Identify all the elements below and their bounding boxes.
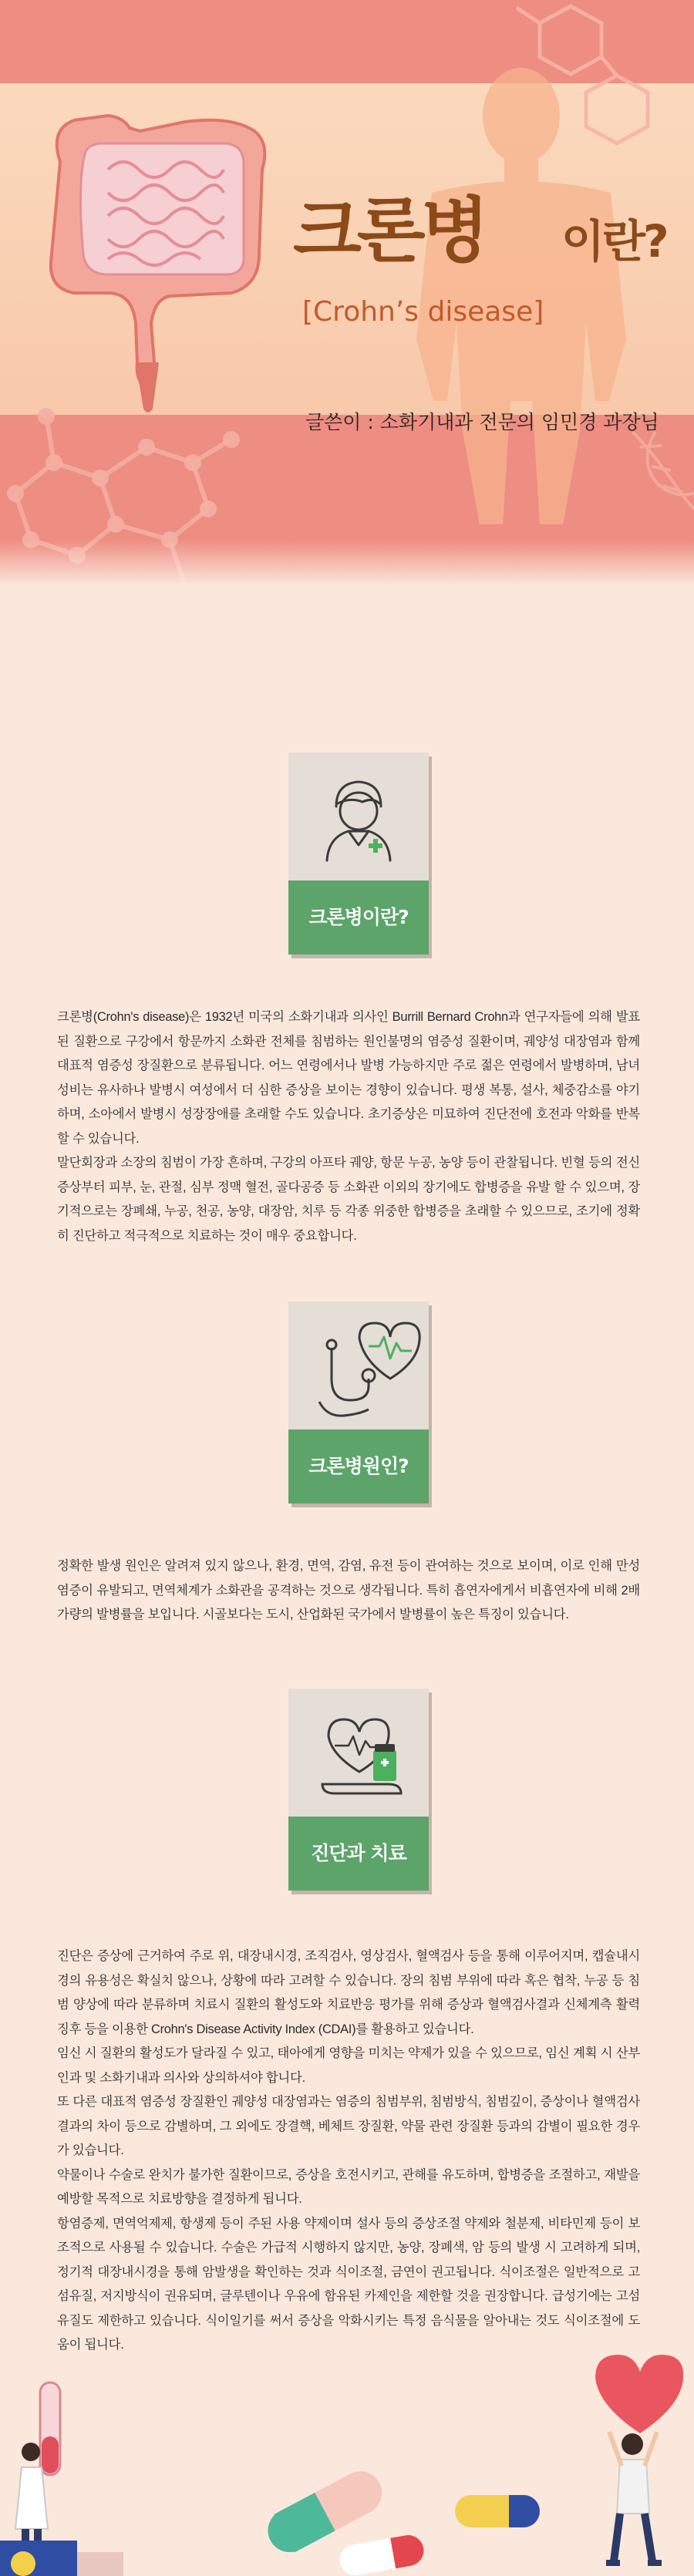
paragraph: 또 다른 대표적 염증성 장질환인 궤양성 대장염과는 염증의 침범부위, 침범방식, 침범깊이, 증상이나 혈액검사 결과의 차이 등으로 감별하며, 그 외에도 장결핵, 베체트 장질환, 약물 관련 장질환 등과의 감별이 필요한 경우가 있습니다. — [57, 2095, 640, 2157]
section-label: 진단과 치료 — [288, 1817, 429, 1891]
pill-icon-red — [337, 2533, 426, 2576]
pill-icon-yellow — [455, 2495, 540, 2527]
paragraph: 크론병(Crohn's disease)은 1932년 미국의 소화기내과 의사인 Burrill Bernard Crohn과 연구자들에 의해 발표된 질환으로 구강에서 항문까지 소화관 전체를 침범하는 원인불명의 염증성 질환이며, 궤양성 대장염과 함께 대표적 염증성 장질환으로 분류됩니다. 어느 연령에서나 발병 가능하지만 주로 젊은 연령에서 발병하며, 남녀 성비는 유사하나 발병시 여성에서 더 심한 증상을 보이는 경향이 있습니다. 평생 복통, 설사, 체중감소를 야기하며, 소아에서 발병시 성장장애를 초래할 수도 있습니다. 초기증상은 미묘하여 진단전에 호전과 악화를 반복할 수 있습니다. — [57, 1010, 640, 1146]
paragraph: 약물이나 수술로 완치가 불가한 질환이므로, 증상을 호전시키고, 관해를 유도하며, 합병증을 조절하고, 재발을 예방할 목적으로 치료방향을 결정하게 됩니다. — [57, 2167, 640, 2206]
paragraph: 정확한 발생 원인은 알려져 있지 않으나, 환경, 면역, 감염, 유전 등이 관여하는 것으로 보이며, 이로 인해 만성 염증이 유발되고, 면역체계가 소화관을 공격하는 것으로 생각됩니다. 특히 흡연자에게서 비흡연자에 비해 2배 가량의 발병률을 보입니다. 시골보다는 도시, 산업화된 국가에서 발병률이 높은 특징이 있습니다. — [57, 1559, 640, 1621]
paragraph: 임신 시 질환의 활성도가 달라질 수 있고, 태아에게 영향을 미치는 약제가 있을 수 있으므로, 임신 계획 시 산부인과 및 소화기내과 의사와 상의하셔야 합니다. — [57, 2046, 640, 2085]
paragraph: 항염증제, 면역억제제, 항생제 등이 주된 사용 약제이며 설사 등의 증상조절 약제와 철분제, 비타민제 등이 보조적으로 사용될 수 있습니다. 수술은 가급적 시행하지 않지만, 농양, 장폐색, 암 등의 발생 시 고려하게 되며, 정기적 대장내시경을 통해 암발생을 확인하는 것과 식이조절, 금연이 권고됩니다. 식이조절은 일반적으로 고섬유질, 저지방식이 권유되며, 글루텐이나 우유에 함유된 카제인을 제한할 것을 권장합니다. 급성기에는 고섬유질도 제한하고 있습니다. 식이일기를 써서 증상을 악화시키는 특정 음식물을 알아내는 것도 식이조절에 도움이 됩니다. — [57, 2216, 640, 2352]
section-card-what-is-crohns — [288, 753, 429, 955]
paragraph: 진단은 증상에 근거하여 주로 위, 대장내시경, 조직검사, 영상검사, 혈액검사 등을 통해 이루어지며, 캡슐내시경의 유용성은 확실치 않으나, 상황에 따라 고려할 수 있습니다. 장의 침범 부위에 따라 혹은 협착, 누공 등 침범 양상에 따라 분류하며 치료시 질환의 활성도와 치료반응 평가를 위해 증상과 혈액검사결과 신체계측 활력징후 등을 이용한 Crohn's Disease Activity Index (CDAI)를 활용하고 있습니다. — [57, 1949, 640, 2036]
section-card-cause — [288, 1301, 429, 1504]
title-suffix: 이란? — [561, 215, 667, 268]
dna-icon — [632, 432, 694, 509]
footer-art — [0, 2352, 694, 2576]
section-label: 크론병이란? — [288, 881, 429, 955]
intestine-illustration — [51, 116, 264, 412]
title-main: 크론병 — [293, 190, 485, 272]
hero-banner — [0, 0, 694, 586]
footer-illustration — [0, 2352, 694, 2576]
heart-person-icon — [595, 2355, 683, 2566]
section-body-cause — [57, 1554, 640, 1628]
scientist-left-icon — [15, 2382, 60, 2552]
heart-medicine-icon — [288, 1689, 429, 1817]
section-card-diagnosis-treatment — [288, 1689, 429, 1891]
doctor-icon — [288, 753, 429, 881]
section-body-diagnosis-treatment — [57, 1945, 640, 2358]
section-body-what-is-crohns — [57, 1005, 640, 1248]
section-label: 크론병원인? — [288, 1429, 429, 1504]
english-subtitle: [Crohn’s disease] — [302, 296, 544, 328]
author-line: 글쓴이 : 소화기내과 전문의 임민경 과장님 — [305, 411, 659, 433]
paragraph: 말단회장과 소장의 침범이 가장 흔하며, 구강의 아프타 궤양, 항문 누공, 농양 등이 관찰됩니다. 빈혈 등의 전신 증상부터 피부, 눈, 관절, 심부 정맥 혈전, 골다공증 등 소화관 이외의 장기에도 합병증을 유발 할 수 있으며, 장기적으로는 장폐쇄, 누공, 천공, 농양, 대장암, 치루 등 각종 위중한 합병증을 초래할 수 있으므로, 조기에 정확히 진단하고 적극적으로 치료하는 것이 매우 중요합니다. — [57, 1156, 640, 1243]
page-title — [293, 190, 679, 285]
hero-fade — [0, 540, 694, 586]
stethoscope-heart-icon — [288, 1301, 429, 1429]
hero-illustration — [0, 0, 694, 586]
